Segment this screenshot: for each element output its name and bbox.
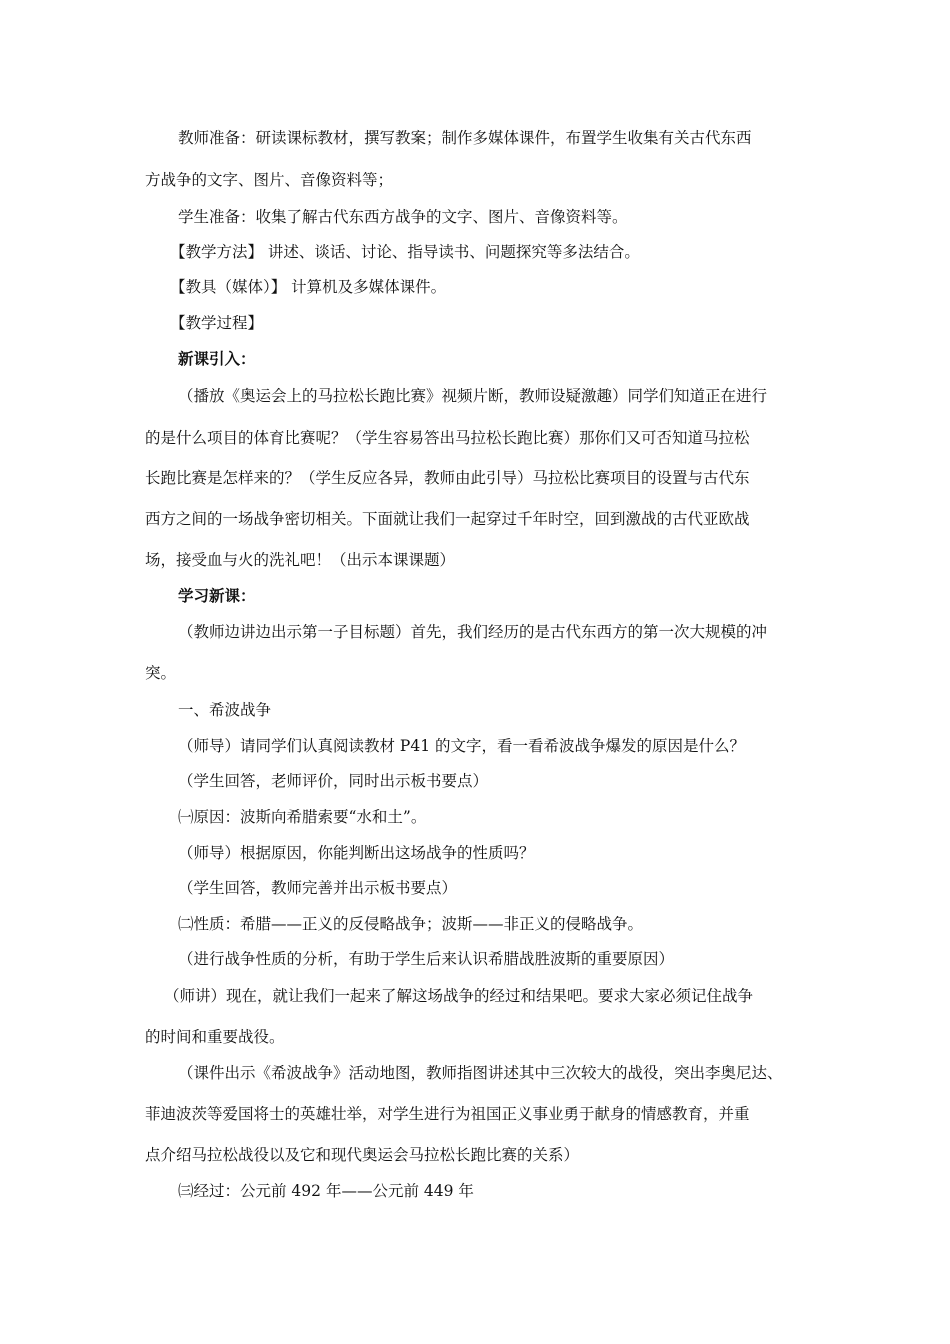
- paragraph-line: 教师准备：研读课标教材，撰写教案；制作多媒体课件，布置学生收集有关古代东西: [178, 129, 752, 147]
- paragraph-line: 的时间和重要战役。: [145, 1028, 285, 1046]
- paragraph-line: 场，接受血与火的洗礼吧！（出示本课课题）: [145, 551, 456, 569]
- section-title-greco-persian-war: 一、希波战争: [178, 701, 272, 719]
- paragraph-line: 点介绍马拉松战役以及它和现代奥运会马拉松长跑比赛的关系）: [145, 1146, 580, 1164]
- section-heading-methods: 【教学方法】 讲述、谈话、讨论、指导读书、问题探究等多法结合。: [170, 243, 640, 261]
- paragraph-line: （师导）请同学们认真阅读教材 P41 的文字，看一看希波战争爆发的原因是什么？: [178, 737, 746, 755]
- paragraph-line: 长跑比赛是怎样来的？（学生反应各异，教师由此引导）马拉松比赛项目的设置与古代东: [145, 469, 750, 487]
- paragraph-line: （学生回答，教师完善并出示板书要点）: [178, 879, 458, 897]
- paragraph-line: 菲迪波茨等爱国将士的英雄壮举，对学生进行为祖国正义事业勇于献身的情感教育，并重: [145, 1105, 750, 1123]
- paragraph-line: （师讲）现在，就让我们一起来了解这场战争的经过和结果吧。要求大家必须记住战争: [164, 987, 754, 1005]
- paragraph-line: （学生回答，老师评价，同时出示板书要点）: [178, 772, 489, 790]
- paragraph-line: 的是什么项目的体育比赛呢？（学生容易答出马拉松长跑比赛）那你们又可否知道马拉松: [145, 429, 750, 447]
- paragraph-line: 西方之间的一场战争密切相关。下面就让我们一起穿过千年时空，回到激战的古代亚欧战: [145, 510, 750, 528]
- paragraph-line: 突。: [145, 664, 177, 682]
- section-heading-process: 【教学过程】: [170, 314, 264, 332]
- board-point-cause: ㈠原因：波斯向希腊索要“水和土”。: [178, 808, 427, 826]
- paragraph-line: 学生准备：收集了解古代东西方战争的文字、图片、音像资料等。: [178, 208, 628, 226]
- paragraph-line: 方战争的文字、图片、音像资料等；: [145, 171, 394, 189]
- paragraph-line: （播放《奥运会上的马拉松长跑比赛》视频片断，教师设疑激趣）同学们知道正在进行: [178, 387, 768, 405]
- subheading-new-lesson: 学习新课：: [178, 586, 256, 605]
- paragraph-line: （课件出示《希波战争》活动地图，教师指图讲述其中三次较大的战役，突出李奥尼达、: [178, 1064, 783, 1082]
- board-point-nature: ㈡性质：希腊——正义的反侵略战争；波斯——非正义的侵略战争。: [178, 915, 644, 933]
- paragraph-line: （师导）根据原因，你能判断出这场战争的性质吗？: [178, 844, 535, 862]
- subheading-intro: 新课引入：: [178, 349, 256, 368]
- paragraph-line: （进行战争性质的分析，有助于学生后来认识希腊战胜波斯的重要原因）: [178, 950, 675, 968]
- board-point-course: ㈢经过：公元前 492 年——公元前 449 年: [178, 1182, 474, 1200]
- paragraph-line: （教师边讲边出示第一子目标题）首先，我们经历的是古代东西方的第一次大规模的冲: [178, 623, 768, 641]
- section-heading-media: 【教具（媒体）】 计算机及多媒体课件。: [170, 278, 447, 296]
